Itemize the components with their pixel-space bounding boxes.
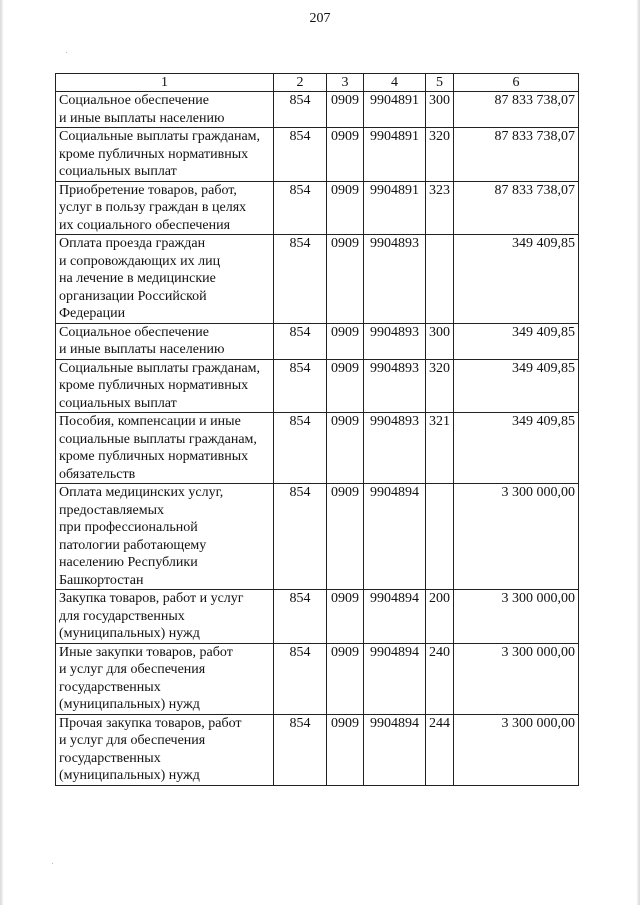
target-article-code: 9904894 (364, 590, 426, 644)
ministry-code: 854 (274, 413, 327, 484)
expense-type-code: 320 (426, 128, 454, 182)
scan-speck (66, 52, 67, 53)
target-article-code: 9904893 (364, 359, 426, 413)
amount-value: 87 833 738,07 (454, 128, 579, 182)
row-description: Оплата медицинских услуг, предоставляемых при профессиональной патологии работающему населению Республики Башкортостан (56, 484, 274, 590)
expense-type-code: 320 (426, 359, 454, 413)
target-article-code: 9904891 (364, 181, 426, 235)
amount-value: 87 833 738,07 (454, 181, 579, 235)
row-description: Оплата проезда граждан и сопровождающих их лиц на лечение в медицинские организации Российской Федерации (56, 235, 274, 324)
target-article-code: 9904893 (364, 323, 426, 359)
section-code: 0909 (327, 323, 364, 359)
column-header: 4 (364, 74, 426, 92)
expense-type-code: 244 (426, 714, 454, 785)
amount-value: 3 300 000,00 (454, 714, 579, 785)
amount-value: 87 833 738,07 (454, 92, 579, 128)
target-article-code: 9904893 (364, 235, 426, 324)
column-header: 5 (426, 74, 454, 92)
column-header: 2 (274, 74, 327, 92)
table-row (56, 181, 579, 235)
column-header: 1 (56, 74, 274, 92)
section-code: 0909 (327, 413, 364, 484)
row-description: Иные закупки товаров, работ и услуг для обеспечения государственных (муниципальных) нужд (56, 643, 274, 714)
section-code: 0909 (327, 643, 364, 714)
ministry-code: 854 (274, 323, 327, 359)
row-description: Социальное обеспечение и иные выплаты населению (56, 323, 274, 359)
ministry-code: 854 (274, 484, 327, 590)
table-row (56, 714, 579, 785)
row-description: Приобретение товаров, работ, услуг в пользу граждан в целях их социального обеспечения (56, 181, 274, 235)
ministry-code: 854 (274, 128, 327, 182)
ministry-code: 854 (274, 235, 327, 324)
section-code: 0909 (327, 128, 364, 182)
table-row (56, 359, 579, 413)
section-code: 0909 (327, 590, 364, 644)
table-header-row (56, 74, 579, 92)
page-number: 207 (309, 11, 331, 26)
amount-value: 3 300 000,00 (454, 590, 579, 644)
section-code: 0909 (327, 359, 364, 413)
table-row (56, 484, 579, 590)
expense-type-code (426, 484, 454, 590)
scan-left-edge (0, 0, 3, 905)
row-description: Закупка товаров, работ и услуг для государственных (муниципальных) нужд (56, 590, 274, 644)
column-header: 3 (327, 74, 364, 92)
ministry-code: 854 (274, 181, 327, 235)
target-article-code: 9904894 (364, 643, 426, 714)
target-article-code: 9904894 (364, 714, 426, 785)
section-code: 0909 (327, 714, 364, 785)
table-row (56, 128, 579, 182)
section-code: 0909 (327, 181, 364, 235)
amount-value: 349 409,85 (454, 413, 579, 484)
expense-type-code: 321 (426, 413, 454, 484)
row-description: Социальные выплаты гражданам, кроме публичных нормативных социальных выплат (56, 359, 274, 413)
ministry-code: 854 (274, 92, 327, 128)
amount-value: 349 409,85 (454, 235, 579, 324)
row-description: Пособия, компенсации и иные социальные выплаты гражданам, кроме публичных нормативных обязательств (56, 413, 274, 484)
table-row (56, 643, 579, 714)
row-description: Прочая закупка товаров, работ и услуг для обеспечения государственных (муниципальных) нужд (56, 714, 274, 785)
amount-value: 349 409,85 (454, 359, 579, 413)
table-row (56, 92, 579, 128)
ministry-code: 854 (274, 590, 327, 644)
table-row (56, 235, 579, 324)
ministry-code: 854 (274, 714, 327, 785)
target-article-code: 9904891 (364, 128, 426, 182)
expense-type-code: 300 (426, 323, 454, 359)
expense-type-code: 200 (426, 590, 454, 644)
amount-value: 3 300 000,00 (454, 643, 579, 714)
scan-speck (52, 863, 53, 864)
target-article-code: 9904893 (364, 413, 426, 484)
expense-type-code (426, 235, 454, 324)
budget-table (55, 73, 579, 786)
table-row (56, 590, 579, 644)
target-article-code: 9904891 (364, 92, 426, 128)
section-code: 0909 (327, 235, 364, 324)
ministry-code: 854 (274, 643, 327, 714)
row-description: Социальное обеспечение и иные выплаты населению (56, 92, 274, 128)
amount-value: 349 409,85 (454, 323, 579, 359)
table-row (56, 413, 579, 484)
row-description: Социальные выплаты гражданам, кроме публичных нормативных социальных выплат (56, 128, 274, 182)
ministry-code: 854 (274, 359, 327, 413)
expense-type-code: 323 (426, 181, 454, 235)
target-article-code: 9904894 (364, 484, 426, 590)
expense-type-code: 300 (426, 92, 454, 128)
column-header: 6 (454, 74, 579, 92)
section-code: 0909 (327, 484, 364, 590)
section-code: 0909 (327, 92, 364, 128)
table-row (56, 323, 579, 359)
amount-value: 3 300 000,00 (454, 484, 579, 590)
expense-type-code: 240 (426, 643, 454, 714)
